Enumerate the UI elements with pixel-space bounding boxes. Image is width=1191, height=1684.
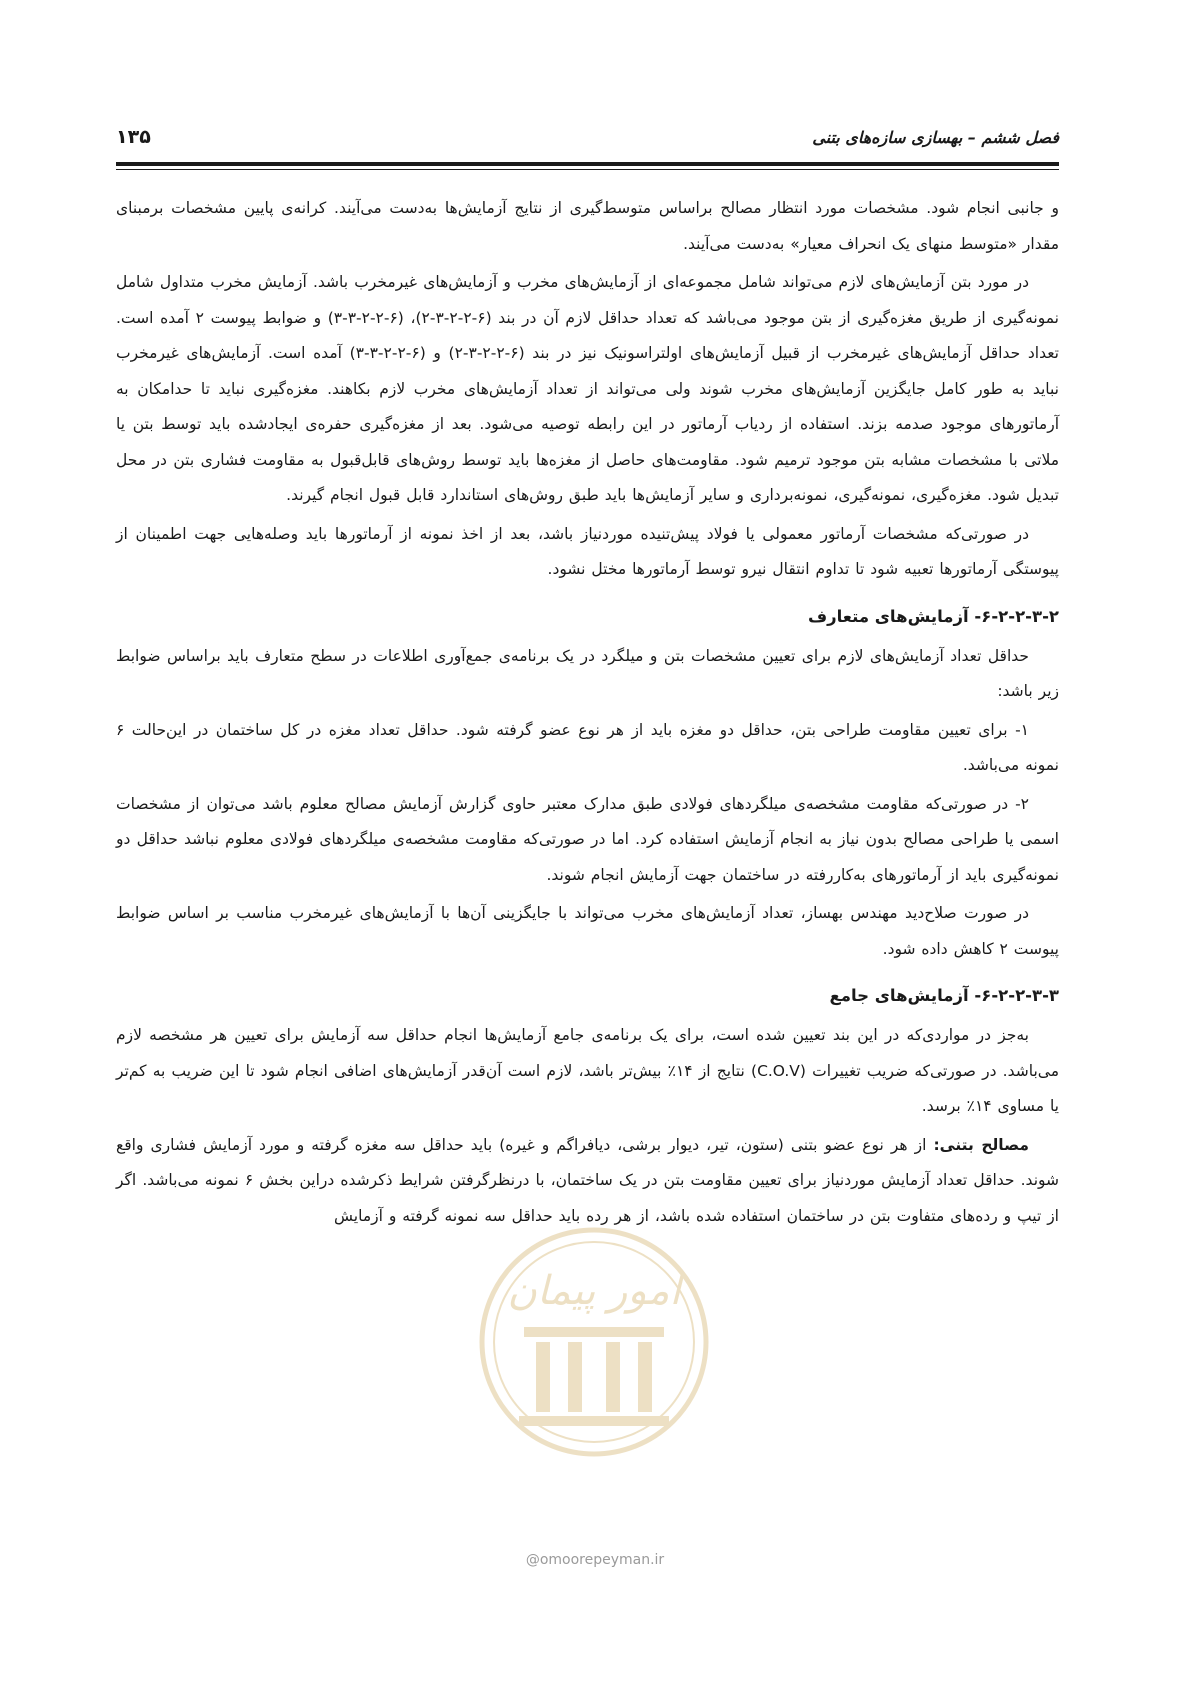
paragraph-8: به‌جز در مواردی‌که در این بند تعیین شده است، برای یک برنامه‌ی جامع آزمایش‌ها انجام حداقل سه آزمایش برای تعیین هر مشخصه لازم می‌باشد. در صورتی‌که ضریب تغییرات (C.O.V) نتایج از ۱۴٪ بیش‌تر باشد، لازم است آن‌قدر آزمایش‌های اضافی انجام شود تا این ضریب به کم‌تر یا مساوی ۱۴٪ برسد. [116, 1026, 1059, 1115]
paragraph-7: در صورت صلاح‌دید مهندس بهساز، تعداد آزمایش‌های مخرب می‌تواند با جایگزینی آن‌ها با آزمایش‌های غیرمخرب مناسب بر اساس ضوابط پیوست ۲ کاهش داده شود. [116, 904, 1059, 958]
section-heading-standard-tests: ۶-۲-۲-۳-۲- آزمایش‌های متعارف [807, 606, 1059, 626]
page-number: ۱۳۵ [116, 126, 151, 148]
list-item-2: ۲- در صورتی‌که مقاومت مشخصه‌ی میلگردهای فولادی طبق مدارک معتبر حاوی گزارش آزمایش مصالح معلوم باشد می‌توان از مشخصات اسمی یا طراحی مصالح بدون نیاز به انجام آزمایش استفاده کرد. اما در صورتی‌که مقاومت مشخصه‌ی میلگردهای فولادی معلوم نباشد حداقل دو نمونه‌گیری باید از آرماتورهای به‌کاررفته در ساختمان جهت آزمایش انجام شوند. [116, 794, 1059, 884]
watermark-url: @omoorepeyman.ir [525, 1552, 665, 1568]
watermark-logo-text: امور پیمان [507, 1268, 681, 1314]
paragraph-4: حداقل تعداد آزمایش‌های لازم برای تعیین مشخصات بتن و میلگرد در یک برنامه‌ی جمع‌آوری اطلاعات در سطح متعارف باید براساس ضوابط زیر باشد: [116, 646, 1059, 700]
paragraph-2: در مورد بتن آزمایش‌های لازم می‌تواند شامل مجموعه‌ای از آزمایش‌های مخرب و آزمایش‌های غیرمخرب باشد. آزمایش مخرب متداول شامل نمونه‌گیری از طریق مغزه‌گیری از بتن موجود می‌باشد که تعداد حداقل لازم آن در بند (۶-۲-۲-۳-۲)، (۶-۲-۲-۳-۳) و ضوابط پیوست ۲ آمده است. تعداد حداقل آزمایش‌های غیرمخرب از قبیل آزمایش‌های اولتراسونیک نیز در بند (۶-۲-۲-۳-۲) و (۶-۲-۲-۳-۳) آمده است. آزمایش‌های غیرمخرب نباید به طور کامل جایگزین آزمایش‌های مخرب شوند ولی می‌تواند از تعداد آزمایش‌های مخرب لازم بکاهند. مغزه‌گیری نباید تا حدامکان به آرماتورهای موجود صدمه بزند. استفاده از ردیاب آرماتور در این رابطه توصیه می‌شود. بعد از مغزه‌گیری حفره‌ی ایجادشده باید توسط بتن یا ملاتی با مشخصات مشابه بتن موجود ترمیم شود. مقاومت‌های حاصل از مغزه‌ها باید توسط روش‌های قابل‌قبول به مقاومت فشاری بتن در محل تبدیل شود. مغزه‌گیری، نمونه‌گیری، نمونه‌برداری و سایر آزمایش‌ها باید طبق روش‌های استاندارد قابل قبول انجام گیرند. [116, 273, 1059, 504]
paragraph-9-text: از هر نوع عضو بتنی (ستون، تیر، دیوار برشی، دیافراگم و غیره) باید حداقل سه مغزه گرفته و مورد آزمایش فشاری واقع شوند. حداقل تعداد آزمایش موردنیاز برای تعیین مقاومت بتن در یک ساختمان، با درنظرگرفتن شرایط ذکرشده دراین بخش ۶ نمونه می‌باشد. اگر از تیپ و رده‌های متفاوت بتن در ساختمان استفاده شده باشد، از هر رده باید حداقل سه نمونه گرفته و آزمایش [116, 1135, 1060, 1225]
header-rule-thick [116, 162, 1059, 166]
section-heading-comprehensive-tests: ۶-۲-۲-۳-۳- آزمایش‌های جامع [829, 986, 1059, 1005]
paragraph-9 [116, 1128, 1059, 1235]
paragraph-9-lead: مصالح بتنی: [933, 1135, 1029, 1154]
chapter-title: فصل ششم – بهسازی سازه‌های بتنی [812, 128, 1059, 147]
body-text [116, 191, 1059, 1237]
header-rule-thin [116, 169, 1059, 170]
page-header [116, 126, 1059, 156]
list-item-1: ۱- برای تعیین مقاومت طراحی بتن، حداقل دو مغزه باید از هر نوع عضو گرفته شود. حداقل تعداد مغزه در کل ساختمان در این‌حالت ۶ نمونه می‌باشد. [116, 720, 1059, 774]
paragraph-1: و جانبی انجام شود. مشخصات مورد انتظار مصالح براساس متوسط‌گیری از نتایج آزمایش‌ها به‌دست می‌آیند. کرانه‌ی پایین مشخصات برمبنای مقدار «متوسط منهای یک انحراف معیار» به‌دست می‌آیند. [116, 199, 1059, 253]
watermark-logo-icon [474, 1222, 714, 1462]
paragraph-3: در صورتی‌که مشخصات آرماتور معمولی یا فولاد پیش‌تنیده موردنیاز باشد، بعد از اخذ نمونه از آرماتورها باید وصله‌هایی جهت اطمینان از پیوستگی آرماتورها تعبیه شود تا تداوم انتقال نیرو توسط آرماتورها مختل نشود. [116, 524, 1059, 578]
